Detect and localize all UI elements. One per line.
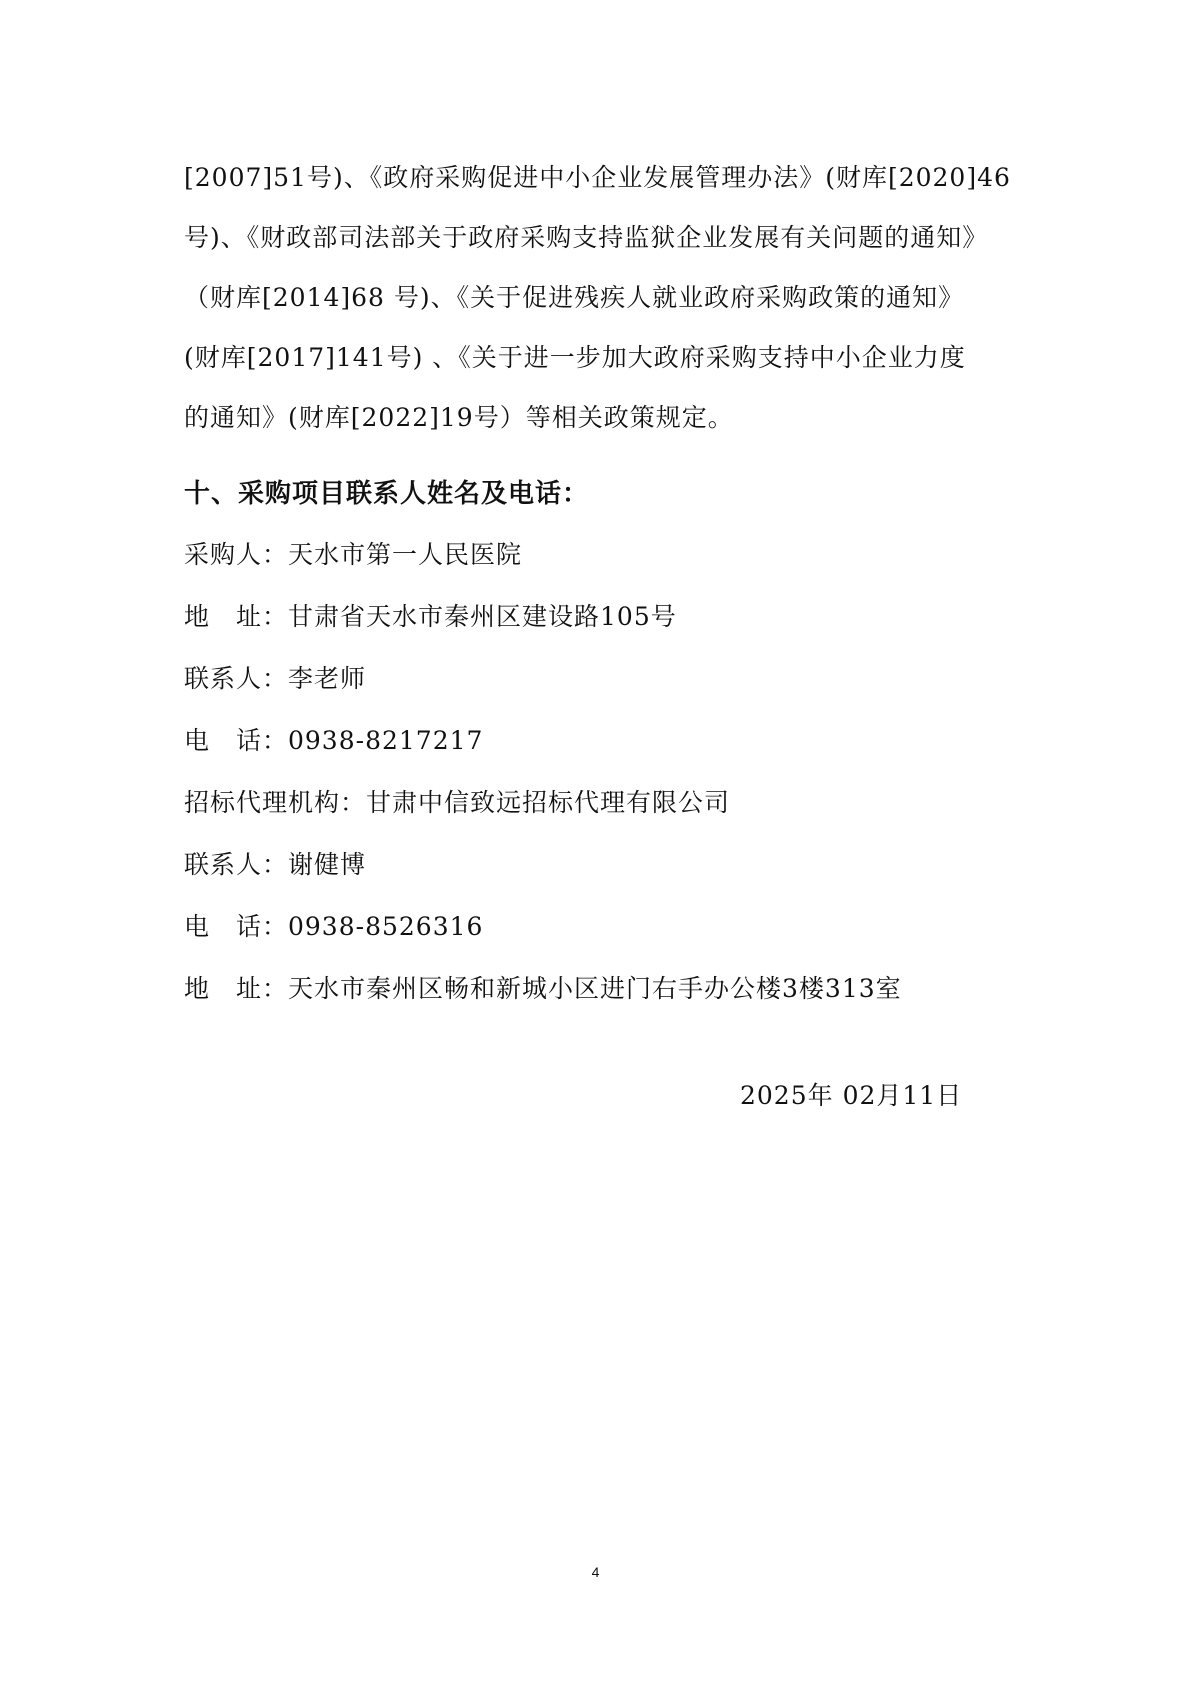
- purchaser-phone: 电 话：0938-8217217: [184, 726, 484, 755]
- agency-name: 招标代理机构：甘肃中信致远招标代理有限公司: [184, 788, 731, 817]
- paragraph-line: 号)、《财政部司法部关于政府采购支持监狱企业发展有关问题的通知》: [184, 223, 989, 252]
- agency-phone: 电 话：0938-8526316: [184, 912, 484, 941]
- purchaser-address: 地 址：甘肃省天水市秦州区建设路105号: [184, 602, 677, 631]
- purchaser-contact: 联系人：李老师: [184, 664, 367, 693]
- paragraph-line: 的通知》(财库[2022]19号）等相关政策规定。: [184, 403, 734, 432]
- section-heading: 十、采购项目联系人姓名及电话：: [184, 479, 590, 509]
- paragraph-line: (财库[2017]141号) 、《关于进一步加大政府采购支持中小企业力度: [184, 343, 966, 372]
- contact-list: [184, 524, 902, 1020]
- agency-contact: 联系人：谢健博: [184, 850, 367, 879]
- page-number: 4: [591, 1564, 600, 1580]
- purchaser-name: 采购人：天水市第一人民医院: [184, 540, 523, 569]
- policy-paragraph: [184, 148, 1024, 448]
- paragraph-line: [2007]51号)、《政府采购促进中小企业发展管理办法》(财库[2020]46: [184, 163, 1011, 192]
- paragraph-line: （财库[2014]68 号)、《关于促进残疾人就业政府采购政策的通知》: [184, 283, 965, 312]
- agency-address: 地 址：天水市秦州区畅和新城小区进门右手办公楼3楼313室: [184, 974, 902, 1003]
- document-date: 2025年 02月11日: [740, 1081, 963, 1110]
